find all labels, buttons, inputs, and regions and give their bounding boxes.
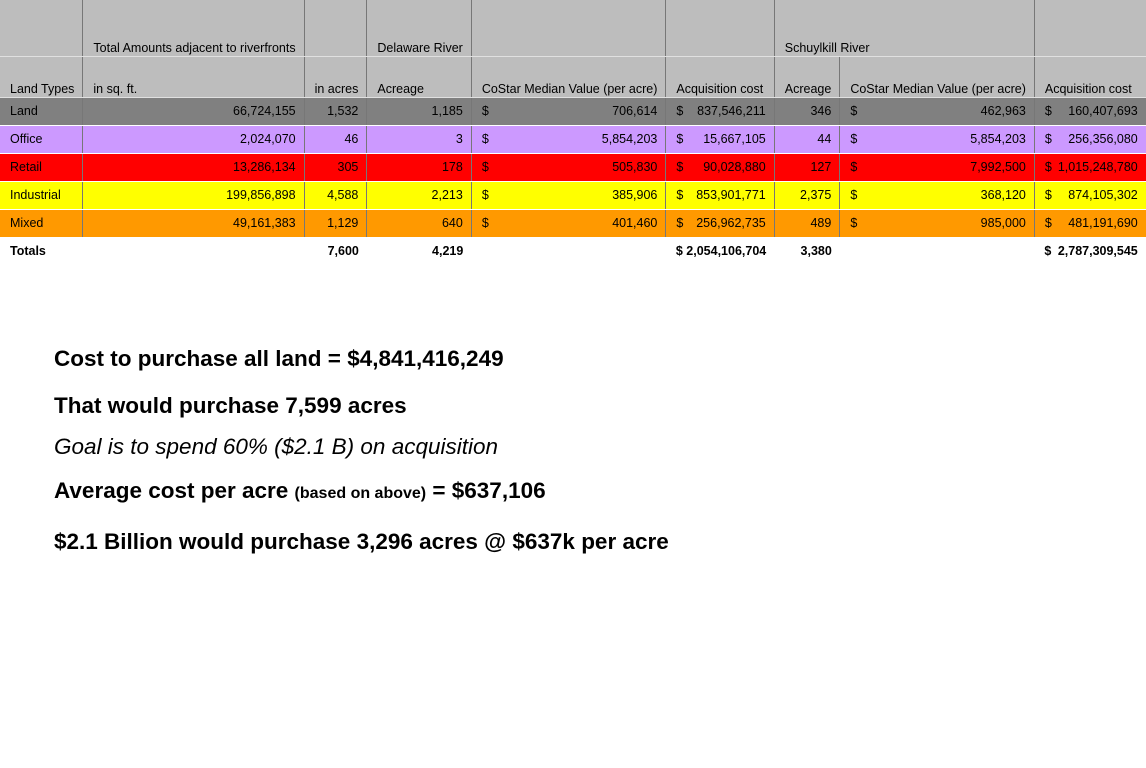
cell-sch-acq-symbol: $ xyxy=(1044,160,1052,174)
totals-row xyxy=(0,238,1146,265)
header-land-types: Land Types xyxy=(0,57,83,98)
cell-sch-median-symbol: $ xyxy=(850,104,858,118)
table-row xyxy=(0,154,1146,182)
cell-sch-median-symbol: $ xyxy=(850,160,858,174)
header-row-1 xyxy=(0,0,1146,57)
cell-sch-acq xyxy=(1034,210,1145,238)
cell-sch-acreage: 127 xyxy=(774,154,840,182)
cell-del-median-symbol: $ xyxy=(481,216,489,230)
cell-del-median-value: 5,854,203 xyxy=(601,132,658,146)
cell-sch-median-symbol: $ xyxy=(850,132,858,146)
cell-sch-acq-symbol: $ xyxy=(1044,216,1052,230)
cell-acres: 1,532 xyxy=(304,98,367,126)
cell-land-type: Industrial xyxy=(0,182,83,210)
note-billion-purchase: $2.1 Billion would purchase 3,296 acres @ $637k per acre xyxy=(54,529,669,554)
cell-sqft: 49,161,383 xyxy=(83,210,304,238)
cell-sch-median xyxy=(840,154,1035,182)
cell-sch-acq-symbol: $ xyxy=(1044,188,1052,202)
header-acres: in acres xyxy=(304,57,367,98)
cell-del-acq-value: 837,546,211 xyxy=(697,104,766,118)
cell-sch-acq-value: 1,015,248,780 xyxy=(1057,160,1138,174)
cell-land-type: Land xyxy=(0,98,83,126)
cell-sqft: 2,024,070 xyxy=(83,126,304,154)
header-sch-median: CoStar Median Value (per acre) xyxy=(840,57,1035,98)
totals-acres: 7,600 xyxy=(327,243,359,258)
cell-del-median-value: 401,460 xyxy=(612,216,658,230)
cell-del-median-symbol: $ xyxy=(481,104,489,118)
header-total-amounts: Total Amounts adjacent to riverfronts xyxy=(83,0,304,57)
cell-sch-acq xyxy=(1034,182,1145,210)
cell-acres: 4,588 xyxy=(304,182,367,210)
cell-sch-acq-value: 481,191,690 xyxy=(1068,216,1138,230)
cell-sch-median xyxy=(840,182,1035,210)
cell-sch-acreage: 489 xyxy=(774,210,840,238)
header-delaware-river: Delaware River xyxy=(367,0,471,57)
totals-label: Totals xyxy=(10,243,46,258)
cell-sch-median-value: 5,854,203 xyxy=(970,132,1026,146)
cell-sch-acq-value: 256,356,080 xyxy=(1068,132,1138,146)
table-row xyxy=(0,182,1146,210)
cell-sch-median-symbol: $ xyxy=(850,188,858,202)
header-del-acq: Acquisition cost xyxy=(666,57,774,98)
totals-sch-acq: 2,787,309,545 xyxy=(1057,243,1138,258)
header-sch-acreage: Acreage xyxy=(774,57,840,98)
header-del-median: CoStar Median Value (per acre) xyxy=(471,57,666,98)
cell-del-median-value: 505,830 xyxy=(612,160,658,174)
cell-del-acq xyxy=(666,154,774,182)
cell-del-median xyxy=(471,126,666,154)
cell-land-type: Office xyxy=(0,126,83,154)
cell-sch-acq-symbol: $ xyxy=(1044,132,1052,146)
header-schuylkill-river: Schuylkill River xyxy=(774,0,1034,57)
cell-land-type: Retail xyxy=(0,154,83,182)
cell-land-type: Mixed xyxy=(0,210,83,238)
note-average-cost xyxy=(54,478,546,504)
cell-del-acq xyxy=(666,126,774,154)
note-average-cost-main: Average cost per acre xyxy=(54,478,295,503)
totals-del-acq: $ 2,054,106,704 xyxy=(675,243,767,258)
cell-sch-acq-value: 874,105,302 xyxy=(1068,188,1138,202)
cell-sch-acq-symbol: $ xyxy=(1044,104,1052,118)
cell-del-acq-value: 15,667,105 xyxy=(703,132,766,146)
cell-del-median xyxy=(471,182,666,210)
cell-del-acq xyxy=(666,98,774,126)
cell-del-acreage: 640 xyxy=(367,210,471,238)
header-sch-acq: Acquisition cost xyxy=(1034,57,1145,98)
cell-del-acq xyxy=(666,210,774,238)
cell-del-acq-symbol: $ xyxy=(676,104,684,118)
cell-del-acq-symbol: $ xyxy=(676,216,684,230)
totals-sch-acreage: 3,380 xyxy=(800,243,832,258)
cell-sch-acreage: 44 xyxy=(774,126,840,154)
land-acquisition-table xyxy=(0,0,1146,264)
cell-sch-median-value: 462,963 xyxy=(980,104,1026,118)
table-row xyxy=(0,210,1146,238)
cell-sch-median-value: 368,120 xyxy=(980,188,1026,202)
totals-sch-acq-symbol: $ xyxy=(1044,243,1052,258)
cell-sqft: 66,724,155 xyxy=(83,98,304,126)
cell-sch-acreage: 2,375 xyxy=(774,182,840,210)
cell-del-median-symbol: $ xyxy=(481,160,489,174)
cell-del-median-symbol: $ xyxy=(481,132,489,146)
header-row-2 xyxy=(0,57,1146,98)
cell-acres: 305 xyxy=(304,154,367,182)
header-del-acreage: Acreage xyxy=(367,57,471,98)
totals-del-acreage: 4,219 xyxy=(432,243,464,258)
cell-del-median-value: 385,906 xyxy=(612,188,658,202)
cell-sch-acreage: 346 xyxy=(774,98,840,126)
cell-del-acq-symbol: $ xyxy=(676,160,684,174)
cell-del-median xyxy=(471,154,666,182)
note-average-cost-value: = $637,106 xyxy=(426,478,546,503)
cell-sch-median-value: 7,992,500 xyxy=(970,160,1026,174)
table-row xyxy=(0,98,1146,126)
cell-del-median xyxy=(471,210,666,238)
note-goal: Goal is to spend 60% ($2.1 B) on acquisition xyxy=(54,434,499,459)
cell-sch-median xyxy=(840,210,1035,238)
table-row xyxy=(0,126,1146,154)
cell-sch-median-symbol: $ xyxy=(850,216,858,230)
note-total-acres: That would purchase 7,599 acres xyxy=(54,393,407,418)
cell-del-acq-symbol: $ xyxy=(676,132,684,146)
cell-acres: 46 xyxy=(304,126,367,154)
cell-sch-median-value: 985,000 xyxy=(980,216,1026,230)
cell-sch-median xyxy=(840,98,1035,126)
cell-del-acreage: 2,213 xyxy=(367,182,471,210)
cell-del-acq xyxy=(666,182,774,210)
cell-del-acq-value: 90,028,880 xyxy=(703,160,766,174)
cell-del-acreage: 178 xyxy=(367,154,471,182)
cell-del-acreage: 3 xyxy=(367,126,471,154)
note-average-cost-qualifier: (based on above) xyxy=(294,485,427,502)
cell-del-acq-symbol: $ xyxy=(676,188,684,202)
cell-sch-acq xyxy=(1034,98,1145,126)
cell-acres: 1,129 xyxy=(304,210,367,238)
cell-del-acreage: 1,185 xyxy=(367,98,471,126)
cell-sch-acq xyxy=(1034,126,1145,154)
cell-sch-median xyxy=(840,126,1035,154)
cell-sqft: 13,286,134 xyxy=(83,154,304,182)
header-sqft: in sq. ft. xyxy=(83,57,304,98)
cell-sch-acq-value: 160,407,693 xyxy=(1068,104,1138,118)
note-total-cost: Cost to purchase all land = $4,841,416,249 xyxy=(54,346,504,371)
cell-del-median xyxy=(471,98,666,126)
cell-del-acq-value: 853,901,771 xyxy=(696,188,766,202)
cell-sqft: 199,856,898 xyxy=(83,182,304,210)
cell-del-median-symbol: $ xyxy=(481,188,489,202)
cell-del-median-value: 706,614 xyxy=(612,104,658,118)
cell-del-acq-value: 256,962,735 xyxy=(696,216,766,230)
cell-sch-acq xyxy=(1034,154,1145,182)
